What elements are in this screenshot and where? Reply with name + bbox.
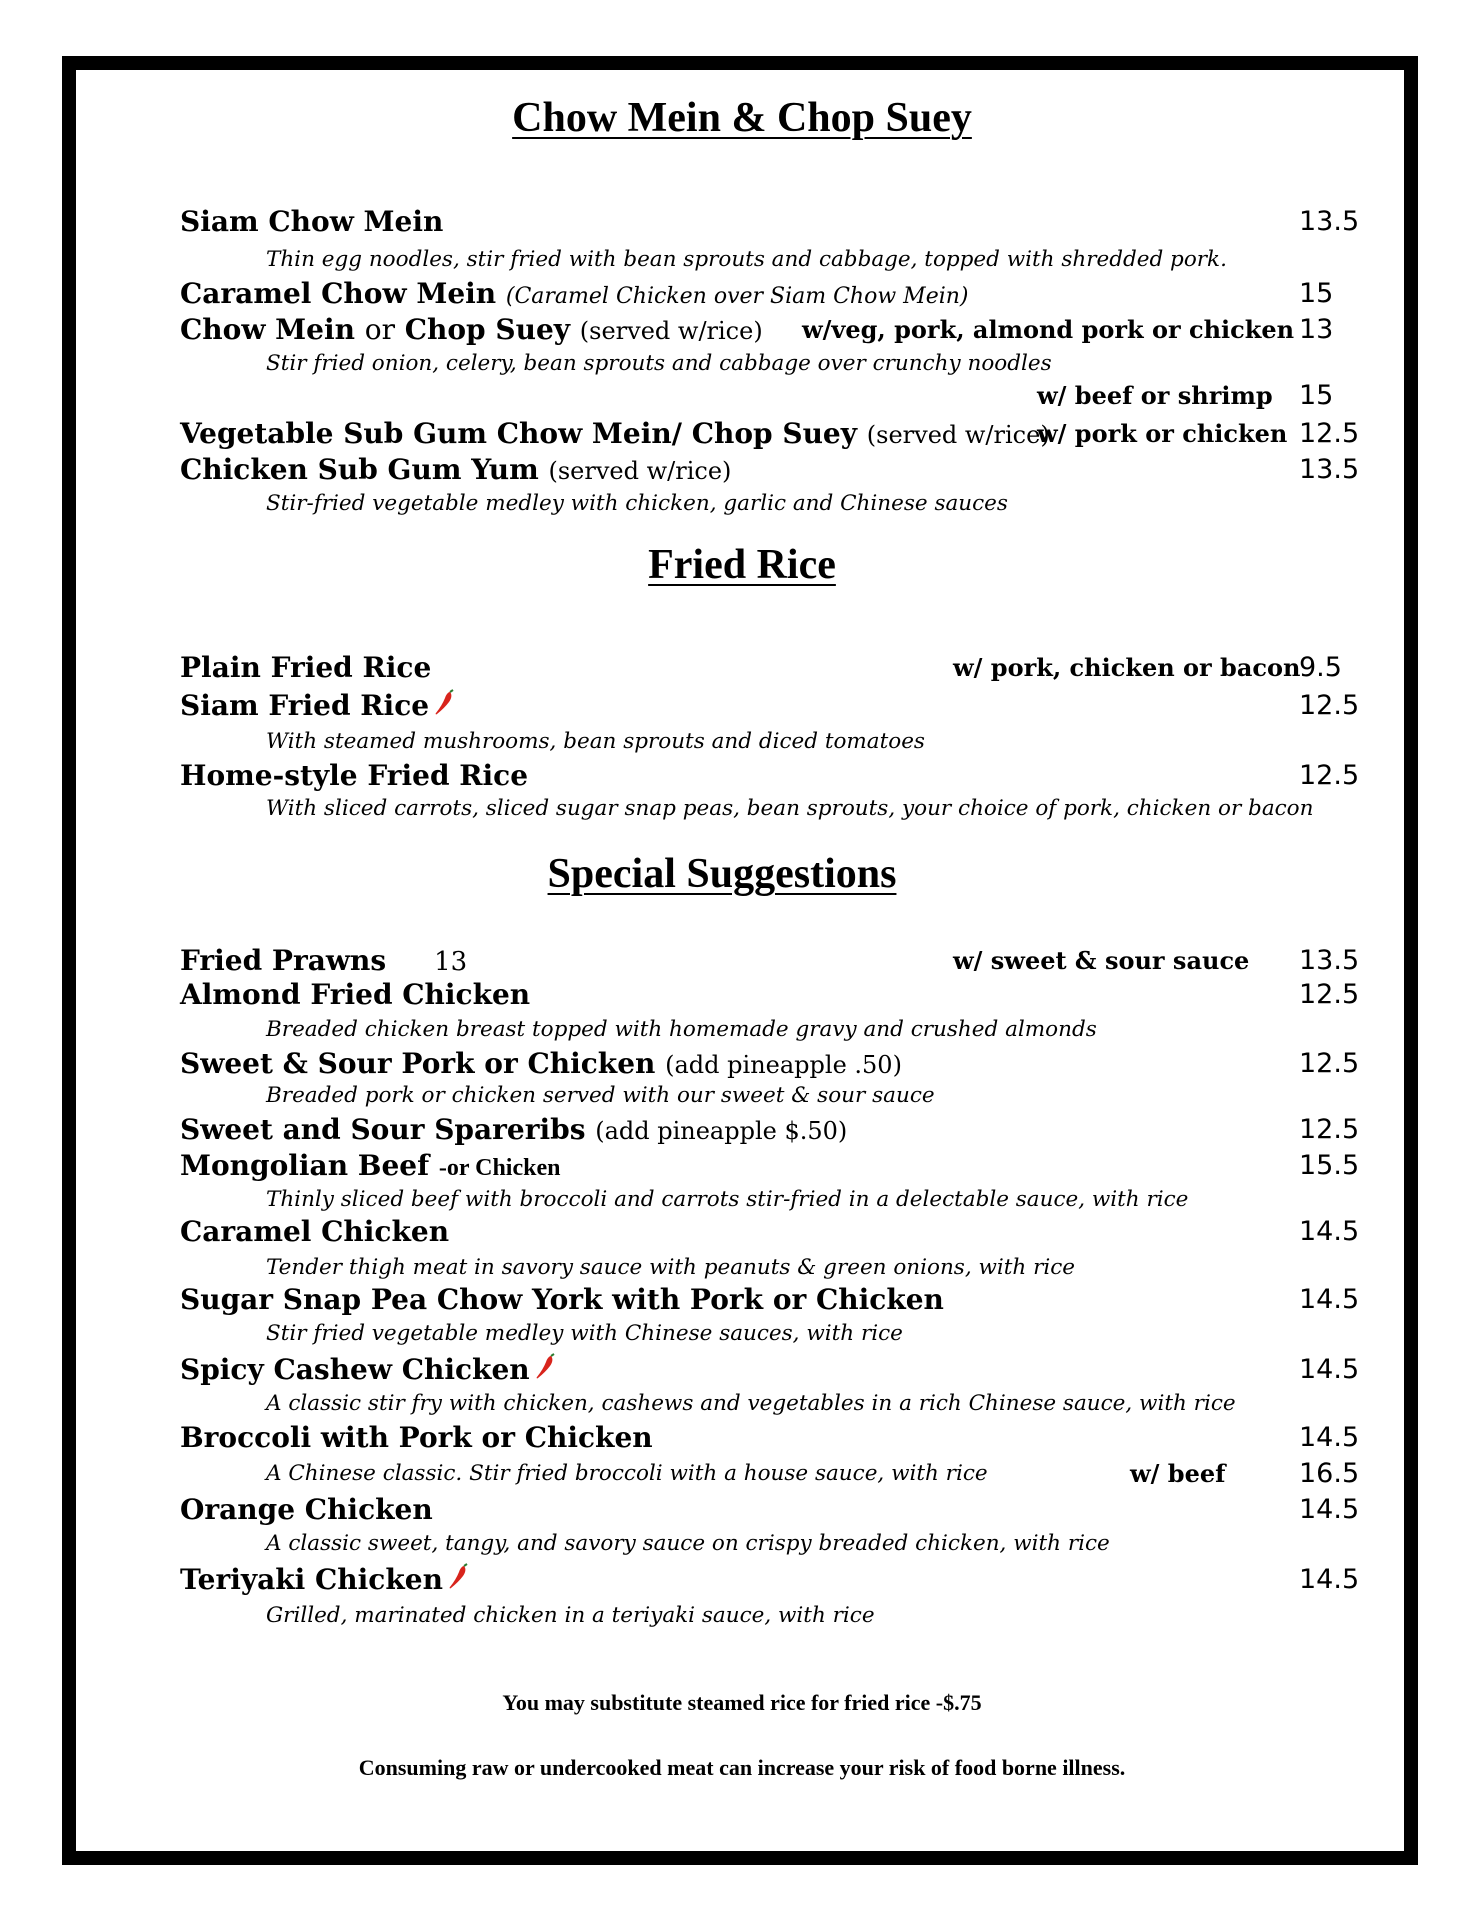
item-name: Spicy Cashew Chicken [180,1352,556,1388]
menu-item-sugar-snap-pea [0,1282,1484,1318]
item-price: 14.5 [1299,1422,1360,1453]
item-name: Sugar Snap Pea Chow York with Pork or Chicken [180,1283,944,1316]
item-note: (add pineapple .50) [665,1051,902,1079]
item-price: 12.5 [1299,418,1360,449]
item-description: With steamed mushrooms, bean sprouts and diced tomatoes [266,729,925,754]
menu-item-teriyaki-chicken [0,1562,1484,1598]
item-price: 13 [1299,314,1334,345]
item-description: Stir fried vegetable medley with Chinese sauces, with rice [266,1321,903,1346]
section-title-special-suggestions: Special Suggestions [547,851,897,897]
item-price: 15 [1299,278,1334,309]
item-price: 15 [1299,380,1334,411]
item-description: Thin egg noodles, stir fried with bean sprouts and cabbage, topped with shredded pork. [266,247,1227,272]
substitute-note: You may substitute steamed rice for fried rice -$.75 [502,1690,982,1715]
menu-item-sweet-sour-spareribs [0,1112,1484,1148]
item-price: 14.5 [1299,1216,1360,1247]
menu-item-broccoli-pork-chicken [0,1420,1484,1456]
item-price: 14.5 [1299,1284,1360,1315]
item-option: w/ beef [1130,1459,1226,1488]
item-note: (Caramel Chicken over Siam Chow Mein) [505,284,969,309]
item-name: Broccoli with Pork or Chicken [180,1421,653,1454]
menu-item-chow-mein-or-chop-suey [0,312,1484,348]
item-name: Caramel Chicken [180,1215,450,1248]
item-name: Siam Chow Mein [180,205,444,238]
menu-item-mongolian-beef [0,1148,1484,1184]
section-title-chow-mein: Chow Mein & Chop Suey [512,95,972,141]
item-option: w/veg, pork, almond pork or chicken [802,315,1295,344]
item-note: (served w/rice) [866,421,1050,449]
item-description: Stir fried onion, celery, bean sprouts and cabbage over crunchy noodles [266,351,1052,376]
item-note: (served w/rice) [579,317,763,345]
menu-item-orange-chicken [0,1492,1484,1528]
menu-item-fried-prawns [0,943,1484,979]
item-name: Chow Mein or Chop Suey (served w/rice) [180,313,763,346]
item-price: 14.5 [1299,1494,1360,1525]
section-title-fried-rice: Fried Rice [648,542,836,588]
item-name: Plain Fried Rice [180,651,432,684]
food-safety-warning: Consuming raw or undercooked meat can increase your risk of food borne illness. [358,1755,1126,1780]
item-price: 13.5 [1299,945,1360,976]
menu-item-option-row [0,1456,1484,1492]
item-price: 12.5 [1299,979,1360,1010]
item-name: Orange Chicken [180,1493,433,1526]
chili-pepper-icon [433,689,455,717]
item-description: Breaded pork or chicken served with our sweet & sour sauce [266,1083,935,1108]
item-description: Grilled, marinated chicken in a teriyaki sauce, with rice [266,1603,875,1628]
item-name: Sweet and Sour Spareribs (add pineapple $.50) [180,1113,848,1146]
menu-item-sweet-sour-pork-chicken [0,1046,1484,1082]
item-name: Home-style Fried Rice [180,759,529,792]
item-description: A classic sweet, tangy, and savory sauce on crispy breaded chicken, with rice [266,1531,1110,1556]
item-description: Stir-fried vegetable medley with chicken, garlic and Chinese sauces [266,491,1008,516]
item-price: 14.5 [1299,1354,1360,1385]
chili-pepper-icon [447,1563,469,1591]
item-description: A classic stir fry with chicken, cashews and vegetables in a rich Chinese sauce, with rice [266,1391,1236,1416]
item-name: Teriyaki Chicken [180,1562,469,1598]
menu-item-siam-chow-mein [0,204,1484,240]
item-description: With sliced carrots, sliced sugar snap peas, bean sprouts, your choice of pork, chicken or bacon [266,796,1314,821]
item-price: 16.5 [1299,1458,1360,1489]
item-description: Breaded chicken breast topped with homemade gravy and crushed almonds [266,1017,1097,1042]
menu-item-plain-fried-rice [0,650,1484,686]
item-price: 12.5 [1299,1114,1360,1145]
item-name: Almond Fried Chicken [180,978,531,1011]
item-price: 14.5 [1299,1564,1360,1595]
menu-item-almond-fried-chicken [0,977,1484,1013]
item-description: Thinly sliced beef with broccoli and carrots stir-fried in a delectable sauce, with rice [266,1187,1189,1212]
menu-item-home-style-fried-rice [0,758,1484,794]
item-description: Tender thigh meat in savory sauce with peanuts & green onions, with rice [266,1255,1076,1280]
item-inline-price: 13 [434,947,468,977]
menu-item-spicy-cashew-chicken [0,1352,1484,1388]
menu-item-siam-fried-rice [0,688,1484,724]
item-price: 15.5 [1299,1150,1360,1181]
item-name: Caramel Chow Mein (Caramel Chicken over Siam Chow Mein) [180,277,969,310]
item-price: 12.5 [1299,690,1360,721]
menu-item-caramel-chow-mein [0,276,1484,312]
item-description: A Chinese classic. Stir fried broccoli with a house sauce, with rice [266,1461,988,1486]
item-price: 13.5 [1299,206,1360,237]
item-option: w/ pork or chicken [1037,419,1288,448]
item-name: Fried Prawns 13 [180,944,468,977]
item-name: Chicken Sub Gum Yum (served w/rice) [180,453,732,486]
item-note: (served w/rice) [548,457,732,485]
item-name: Mongolian Beef -or Chicken [180,1149,561,1182]
chili-pepper-icon [534,1353,556,1381]
item-price: 13.5 [1299,454,1360,485]
menu-item-option-row [0,378,1484,414]
item-name: Sweet & Sour Pork or Chicken (add pineapple .50) [180,1047,902,1080]
item-option: w/ sweet & sour sauce [953,946,1250,975]
item-option: w/ beef or shrimp [1037,381,1273,410]
menu-item-caramel-chicken [0,1214,1484,1250]
menu-item-vegetable-sub-gum [0,416,1484,452]
item-note: -or Chicken [438,1155,561,1181]
item-note: (add pineapple $.50) [595,1117,848,1145]
item-price: 12.5 [1299,1048,1360,1079]
menu-item-chicken-sub-gum-yum [0,452,1484,488]
item-price: 12.5 [1299,760,1360,791]
item-name: Siam Fried Rice [180,688,455,724]
item-name: Vegetable Sub Gum Chow Mein/ Chop Suey (served w/rice) [180,417,1050,450]
item-option: w/ pork, chicken or bacon [953,653,1301,682]
item-price: 9.5 [1299,652,1342,683]
